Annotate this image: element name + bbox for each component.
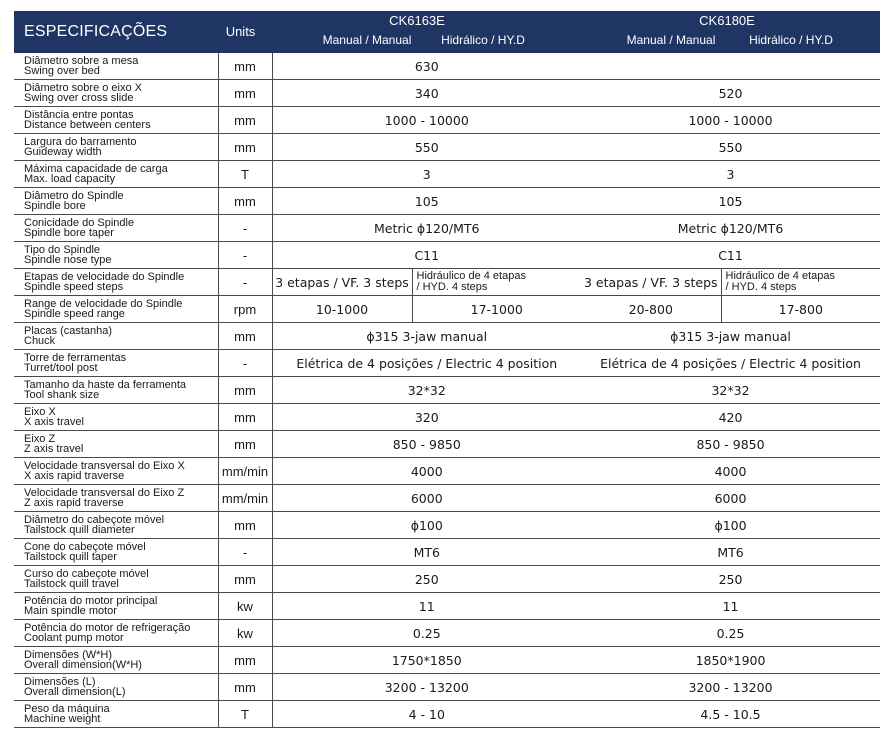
spec-unit: kw <box>218 593 272 620</box>
value-ck6180e: 420 <box>581 404 880 431</box>
table-row <box>14 458 880 485</box>
value-ck6180e: 0.25 <box>581 620 880 647</box>
table-row <box>14 323 880 350</box>
spec-label-en: Overall dimension(L) <box>24 686 126 698</box>
value-ck6180e: 32*32 <box>581 377 880 404</box>
value-ck6180e: 850 - 9850 <box>581 431 880 458</box>
value-ck6180e-manual: 3 etapas / VF. 3 steps <box>581 269 721 296</box>
spec-unit: T <box>218 161 272 188</box>
value-line: / HYD. 4 steps <box>725 281 797 293</box>
spec-unit: - <box>218 215 272 242</box>
spec-label-en: Spindle speed range <box>24 308 125 320</box>
header-title: ESPECIFICAÇÕES <box>24 23 168 40</box>
spec-unit: mm <box>218 512 272 539</box>
spec-label-pt: Diâmetro do Spindle <box>24 190 124 202</box>
spec-label-pt: Potência do motor de refrigeração <box>24 622 191 634</box>
model-1-sub-hydraulic: Hidrálico / HY.D <box>441 33 525 47</box>
value-ck6163e: 320 <box>272 404 581 431</box>
value-ck6180e: Metric ϕ120/MT6 <box>581 215 880 242</box>
spec-unit: mm <box>218 431 272 458</box>
value-ck6163e: Metric ϕ120/MT6 <box>272 215 581 242</box>
value-ck6163e: 550 <box>272 134 581 161</box>
spec-label <box>14 593 218 620</box>
value-ck6163e: 32*32 <box>272 377 581 404</box>
header-units: Units <box>225 24 256 39</box>
spec-label <box>14 188 218 215</box>
value-ck6180e: 3200 - 13200 <box>581 674 880 701</box>
value-ck6163e-hydraulic <box>412 269 581 296</box>
spec-label-pt: Placas (castanha) <box>24 325 113 337</box>
spec-label <box>14 701 218 728</box>
spec-label-en: Spindle speed steps <box>24 281 124 293</box>
spec-label <box>14 620 218 647</box>
spec-label-en: Chuck <box>24 335 56 347</box>
spec-label-en: Max. load capacity <box>24 173 116 185</box>
table-row <box>14 350 880 377</box>
spec-label <box>14 323 218 350</box>
spec-label-pt: Dimensões (L) <box>24 676 96 688</box>
value-line: Hidráulico de 4 etapas <box>725 270 835 282</box>
spec-unit: mm <box>218 566 272 593</box>
value-ck6163e: MT6 <box>272 539 581 566</box>
value-ck6163e: ϕ315 3-jaw manual <box>272 323 581 350</box>
spec-table <box>14 53 880 728</box>
spec-label-en: Turret/tool post <box>24 362 98 374</box>
table-row <box>14 674 880 701</box>
spec-unit: mm <box>218 188 272 215</box>
table-header <box>14 11 880 53</box>
table-row <box>14 107 880 134</box>
spec-label <box>14 242 218 269</box>
value-line: / HYD. 4 steps <box>416 281 488 293</box>
table-row <box>14 404 880 431</box>
table-row <box>14 188 880 215</box>
spec-label <box>14 269 218 296</box>
spec-label-en: Tailstock quill travel <box>24 578 119 590</box>
spec-label-en: Spindle bore <box>24 200 86 212</box>
spec-label <box>14 80 218 107</box>
value-ck6180e <box>581 53 880 80</box>
spec-label-pt: Torre de ferramentas <box>24 352 127 364</box>
table-row <box>14 539 880 566</box>
spec-unit: - <box>218 539 272 566</box>
value-ck6180e-hydraulic <box>721 269 880 296</box>
spec-label <box>14 377 218 404</box>
table-row <box>14 53 880 80</box>
spec-unit: mm <box>218 404 272 431</box>
table-row <box>14 80 880 107</box>
value-ck6163e: C11 <box>272 242 581 269</box>
spec-label <box>14 350 218 377</box>
value-ck6163e: 0.25 <box>272 620 581 647</box>
value-ck6180e: 1850*1900 <box>581 647 880 674</box>
spec-label <box>14 431 218 458</box>
spec-label-en: Coolant pump motor <box>24 632 124 644</box>
spec-unit: - <box>218 242 272 269</box>
table-row <box>14 215 880 242</box>
spec-unit: kw <box>218 620 272 647</box>
spec-unit: mm <box>218 80 272 107</box>
spec-label-pt: Eixo X <box>24 406 56 418</box>
table-row <box>14 512 880 539</box>
value-ck6163e: 6000 <box>272 485 581 512</box>
spec-unit: mm <box>218 53 272 80</box>
spec-label-en: Overall dimension(W*H) <box>24 659 142 671</box>
spec-unit: mm <box>218 107 272 134</box>
value-ck6180e: 6000 <box>581 485 880 512</box>
value-ck6163e: 105 <box>272 188 581 215</box>
spec-label-en: Distance between centers <box>24 119 151 131</box>
spec-label-en: Tailstock quill diameter <box>24 524 135 536</box>
spec-label <box>14 296 218 323</box>
spec-label-pt: Diâmetro sobre a mesa <box>24 55 139 67</box>
spec-label-en: Tailstock quill taper <box>24 551 117 563</box>
value-ck6180e-manual: 20-800 <box>581 296 721 323</box>
spec-label-pt: Distância entre pontas <box>24 109 134 121</box>
value-ck6163e: 4 - 10 <box>272 701 581 728</box>
spec-label-pt: Máxima capacidade de carga <box>24 163 168 175</box>
spec-label-en: Machine weight <box>24 713 101 725</box>
spec-label-pt: Diâmetro sobre o eixo X <box>24 82 142 94</box>
spec-label-en: Swing over bed <box>24 65 100 77</box>
table-row <box>14 161 880 188</box>
spec-unit: mm <box>218 647 272 674</box>
value-ck6180e: 4.5 - 10.5 <box>581 701 880 728</box>
spec-unit: mm/min <box>218 485 272 512</box>
table-row <box>14 431 880 458</box>
value-ck6163e: 4000 <box>272 458 581 485</box>
spec-label-pt: Potência do motor principal <box>24 595 158 607</box>
spec-label <box>14 215 218 242</box>
spec-label-en: Swing over cross slide <box>24 92 134 104</box>
spec-label-pt: Curso do cabeçote móvel <box>24 568 149 580</box>
spec-unit: - <box>218 269 272 296</box>
value-ck6163e: 3 <box>272 161 581 188</box>
spec-label-en: Guideway width <box>24 146 102 158</box>
spec-unit: mm <box>218 323 272 350</box>
spec-label-pt: Dimensões (W*H) <box>24 649 113 661</box>
spec-unit: - <box>218 350 272 377</box>
spec-unit: rpm <box>218 296 272 323</box>
spec-unit: T <box>218 701 272 728</box>
spec-label-en: Tool shank size <box>24 389 100 401</box>
value-ck6180e-hydraulic: 17-800 <box>721 296 880 323</box>
spec-sheet <box>14 11 880 728</box>
table-row <box>14 593 880 620</box>
value-ck6163e: 340 <box>272 80 581 107</box>
value-ck6163e-manual: 3 etapas / VF. 3 steps <box>272 269 412 296</box>
table-row <box>14 242 880 269</box>
value-ck6163e: 11 <box>272 593 581 620</box>
value-ck6163e: 1750*1850 <box>272 647 581 674</box>
spec-label-pt: Cone do cabeçote móvel <box>24 541 146 553</box>
table-row <box>14 269 880 296</box>
spec-label <box>14 134 218 161</box>
spec-label <box>14 458 218 485</box>
spec-label <box>14 539 218 566</box>
spec-label-pt: Velocidade transversal do Eixo Z <box>24 487 185 499</box>
table-row <box>14 647 880 674</box>
value-ck6180e: 1000 - 10000 <box>581 107 880 134</box>
value-line: Hidráulico de 4 etapas <box>416 270 526 282</box>
spec-label-en: Main spindle motor <box>24 605 117 617</box>
table-row <box>14 296 880 323</box>
model-2-sub-manual: Manual / Manual <box>626 33 716 47</box>
value-ck6180e: C11 <box>581 242 880 269</box>
spec-label-en: X axis travel <box>24 416 84 428</box>
spec-label <box>14 512 218 539</box>
spec-label-en: Z axis travel <box>24 443 84 455</box>
value-ck6180e: 105 <box>581 188 880 215</box>
spec-label <box>14 485 218 512</box>
value-ck6163e: 1000 - 10000 <box>272 107 581 134</box>
spec-label-en: Z axis rapid traverse <box>24 497 124 509</box>
spec-label-pt: Tamanho da haste da ferramenta <box>24 379 187 391</box>
table-row <box>14 485 880 512</box>
spec-label-en: Spindle bore taper <box>24 227 114 239</box>
value-ck6163e: 630 <box>272 53 581 80</box>
model-name-2: CK6180E <box>699 13 755 28</box>
value-ck6163e-hydraulic: 17-1000 <box>412 296 581 323</box>
value-ck6163e: 3200 - 13200 <box>272 674 581 701</box>
spec-label-pt: Tipo do Spindle <box>24 244 101 256</box>
table-row <box>14 377 880 404</box>
value-ck6163e: Elétrica de 4 posições / Electric 4 position <box>272 350 581 377</box>
value-ck6163e-manual: 10-1000 <box>272 296 412 323</box>
spec-label-en: Spindle nose type <box>24 254 112 266</box>
spec-label-pt: Velocidade transversal do Eixo X <box>24 460 185 472</box>
spec-label <box>14 566 218 593</box>
spec-label-pt: Largura do barramento <box>24 136 137 148</box>
value-ck6180e: 550 <box>581 134 880 161</box>
value-ck6180e: 4000 <box>581 458 880 485</box>
table-row <box>14 566 880 593</box>
spec-label-pt: Range de velocidade do Spindle <box>24 298 183 310</box>
spec-label <box>14 647 218 674</box>
spec-unit: mm <box>218 377 272 404</box>
spec-label <box>14 404 218 431</box>
value-ck6180e: 3 <box>581 161 880 188</box>
spec-label <box>14 107 218 134</box>
model-2-sub-hydraulic: Hidrálico / HY.D <box>749 33 833 47</box>
spec-label-pt: Eixo Z <box>24 433 56 445</box>
spec-unit: mm <box>218 134 272 161</box>
value-ck6180e: 11 <box>581 593 880 620</box>
value-ck6163e: 250 <box>272 566 581 593</box>
value-ck6180e: 520 <box>581 80 880 107</box>
spec-label-pt: Peso da máquina <box>24 703 110 715</box>
value-ck6180e: MT6 <box>581 539 880 566</box>
spec-unit: mm/min <box>218 458 272 485</box>
model-name-1: CK6163E <box>389 13 445 28</box>
value-ck6180e: Elétrica de 4 posições / Electric 4 position <box>581 350 880 377</box>
spec-label <box>14 161 218 188</box>
value-ck6163e: 850 - 9850 <box>272 431 581 458</box>
spec-label <box>14 674 218 701</box>
spec-label-pt: Diâmetro do cabeçote móvel <box>24 514 165 526</box>
spec-label-en: X axis rapid traverse <box>24 470 125 482</box>
value-ck6180e: 250 <box>581 566 880 593</box>
table-row <box>14 620 880 647</box>
value-ck6163e: ϕ100 <box>272 512 581 539</box>
model-1-sub-manual: Manual / Manual <box>322 33 412 47</box>
value-ck6180e: ϕ315 3-jaw manual <box>581 323 880 350</box>
spec-unit: mm <box>218 674 272 701</box>
table-row <box>14 701 880 728</box>
table-row <box>14 134 880 161</box>
spec-label <box>14 53 218 80</box>
value-ck6180e: ϕ100 <box>581 512 880 539</box>
spec-label-pt: Conicidade do Spindle <box>24 217 135 229</box>
spec-label-pt: Etapas de velocidade do Spindle <box>24 271 185 283</box>
